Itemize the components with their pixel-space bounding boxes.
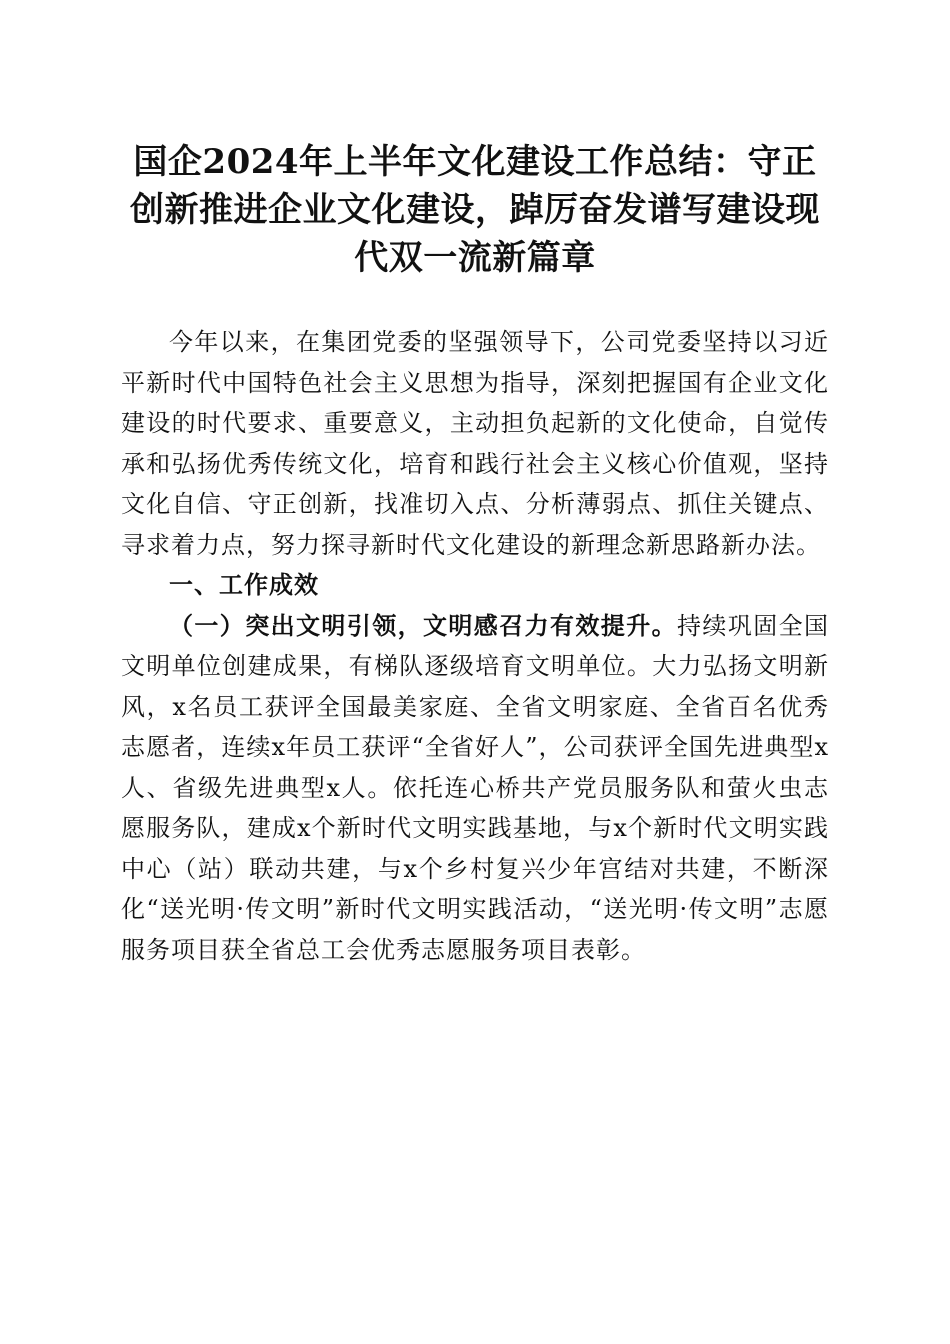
document-body (121, 322, 829, 970)
document-title (120, 138, 830, 282)
title-line-2: 创新推进企业文化建设，踔厉奋发谱写建设现 (130, 190, 820, 230)
subsection-lead: （一）突出文明引领，文明感召力有效提升。 (169, 611, 677, 640)
intro-paragraph: 今年以来，在集团党委的坚强领导下，公司党委坚持以习近平新时代中国特色社会主义思想为指导，深刻把握国有企业文化建设的时代要求、重要意义，主动担负起新的文化使命，自觉传承和弘扬优秀传统文化，培育和践行社会主义核心价值观，坚持文化自信、守正创新，找准切入点、分析薄弱点、抓住关键点、寻求着力点，努力探寻新时代文化建设的新理念新思路新办法。 (121, 328, 829, 559)
title-line-3: 代双一流新篇章 (354, 238, 596, 278)
subsection-body: 持续巩固全国文明单位创建成果，有梯队逐级培育文明单位。大力弘扬文明新风，x名员工获评全国最美家庭、全省文明家庭、全省百名优秀志愿者，连续x年员工获评“全省好人”，公司获评全国先进典型x人、省级先进典型x人。依托连心桥共产党员服务队和萤火虫志愿服务队，建成x个新时代文明实践基地，与x个新时代文明实践中心（站）联动共建，与x个乡村复兴少年宫结对共建，不断深化“送光明·传文明”新时代文明实践活动，“送光明·传文明”志愿服务项目获全省总工会优秀志愿服务项目表彰。 (121, 611, 829, 964)
section-heading: 一、工作成效 (169, 571, 319, 599)
title-line-1: 国企2024年上半年文化建设工作总结：守正 (133, 142, 817, 182)
subsection-paragraph (121, 606, 829, 971)
